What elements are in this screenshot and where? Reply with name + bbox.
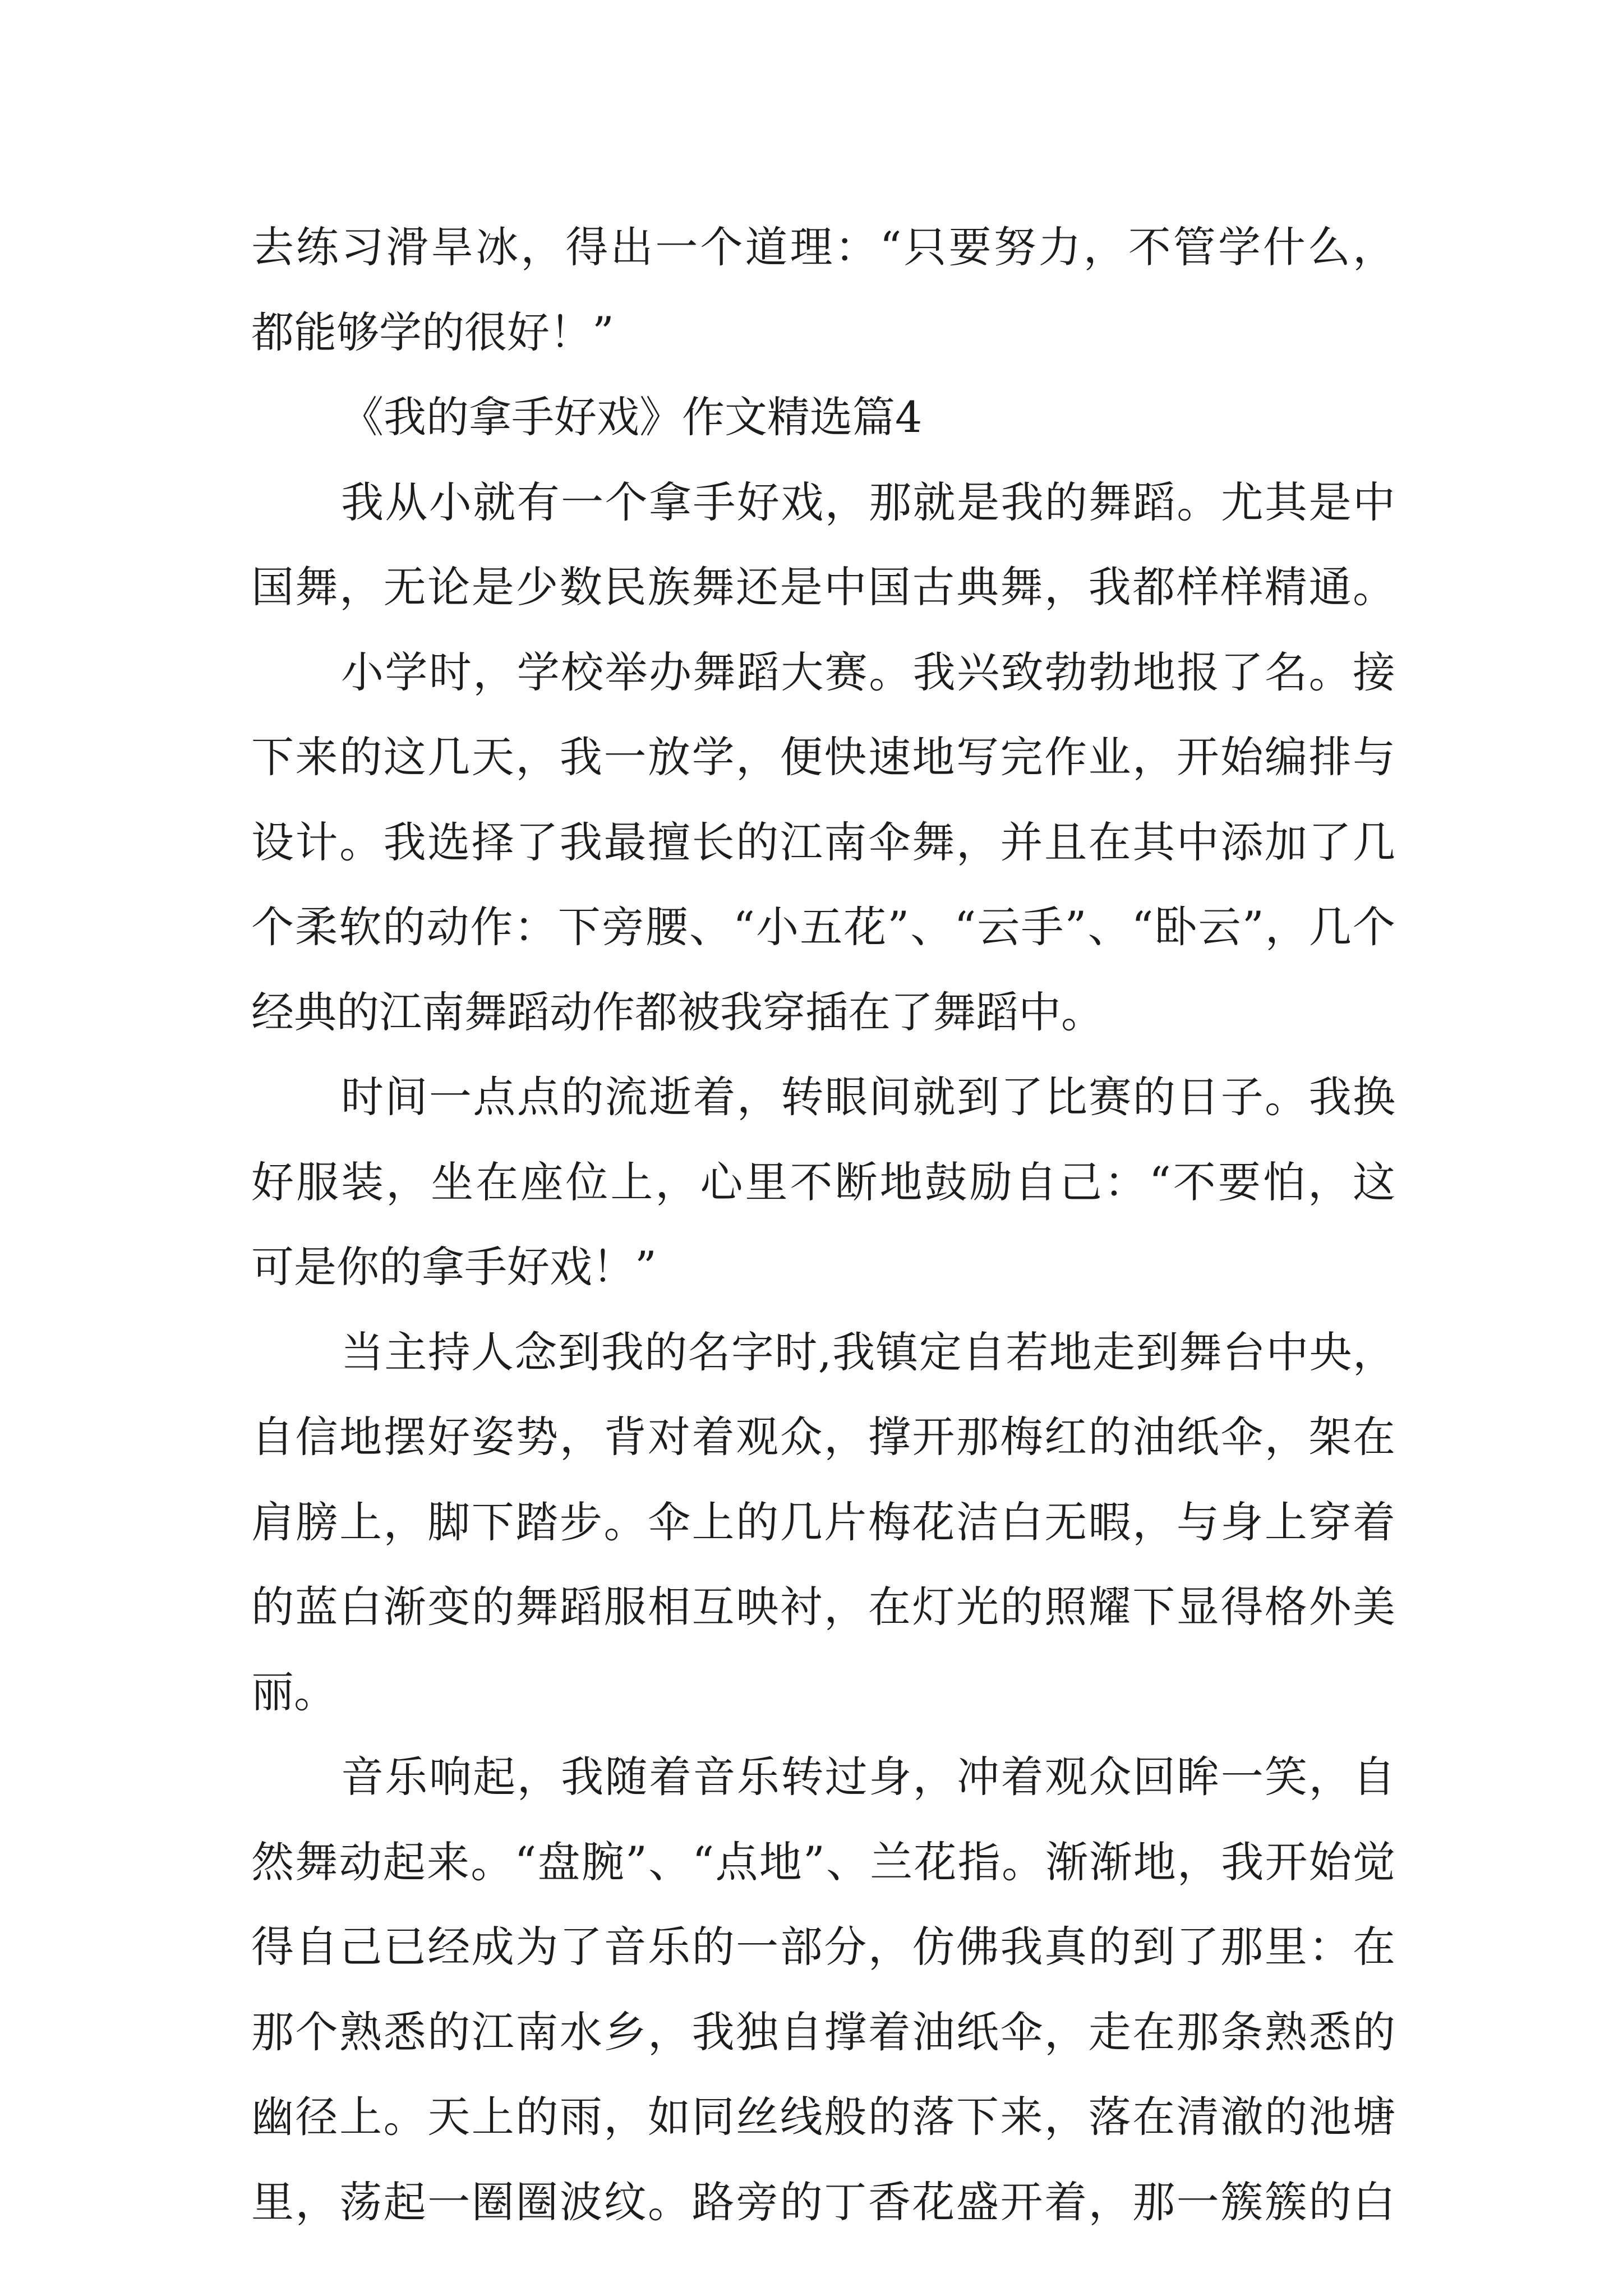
- text-line: 那个熟悉的江南水乡，我独自撑着油纸伞，走在那条熟悉的: [251, 2007, 1395, 2057]
- essay-body: [251, 205, 1395, 2244]
- text-line: 个柔软的动作：下旁腰、“小五花”、“云手”、“卧云”，几个: [251, 902, 1395, 952]
- text-line: 音乐响起，我随着音乐转过身，冲着观众回眸一笑，自: [341, 1752, 1395, 1802]
- section-title: 《我的拿手好戏》作文精选篇4: [341, 392, 923, 442]
- text-line: 肩膀上，脚下踏步。伞上的几片梅花洁白无暇，与身上穿着: [251, 1497, 1395, 1547]
- text-line: 设计。我选择了我最擅长的江南伞舞，并且在其中添加了几: [251, 817, 1395, 867]
- text-line: 得自己已经成为了音乐的一部分，仿佛我真的到了那里：在: [251, 1922, 1395, 1972]
- text-line: 可是你的拿手好戏！”: [251, 1242, 657, 1292]
- text-line: 时间一点点的流逝着，转眼间就到了比赛的日子。我换: [341, 1072, 1395, 1122]
- text-line: 去练习滑旱冰，得出一个道理：“只要努力，不管学什么，: [251, 222, 1395, 272]
- text-line: 小学时，学校举办舞蹈大赛。我兴致勃勃地报了名。接: [341, 647, 1395, 697]
- text-line: 里，荡起一圈圈波纹。路旁的丁香花盛开着，那一簇簇的白: [251, 2177, 1395, 2227]
- text-line: 自信地摆好姿势，背对着观众，撑开那梅红的油纸伞，架在: [251, 1412, 1395, 1462]
- text-line: 然舞动起来。“盘腕”、“点地”、兰花指。渐渐地，我开始觉: [251, 1837, 1395, 1887]
- text-line: 经典的江南舞蹈动作都被我穿插在了舞蹈中。: [251, 987, 1104, 1037]
- text-line: 国舞，无论是少数民族舞还是中国古典舞，我都样样精通。: [251, 562, 1395, 612]
- text-line: 的蓝白渐变的舞蹈服相互映衬，在灯光的照耀下显得格外美: [251, 1582, 1395, 1632]
- text-line: 我从小就有一个拿手好戏，那就是我的舞蹈。尤其是中: [341, 477, 1395, 527]
- text-line: 丽。: [251, 1667, 336, 1717]
- text-line: 幽径上。天上的雨，如同丝线般的落下来，落在清澈的池塘: [251, 2092, 1395, 2142]
- text-line: 好服装，坐在座位上，心里不断地鼓励自己：“不要怕，这: [251, 1157, 1395, 1207]
- text-line: 当主持人念到我的名字时,我镇定自若地走到舞台中央，: [341, 1327, 1395, 1377]
- text-line: 下来的这几天，我一放学，便快速地写完作业，开始编排与: [251, 732, 1395, 782]
- text-line: 都能够学的很好！”: [251, 307, 614, 357]
